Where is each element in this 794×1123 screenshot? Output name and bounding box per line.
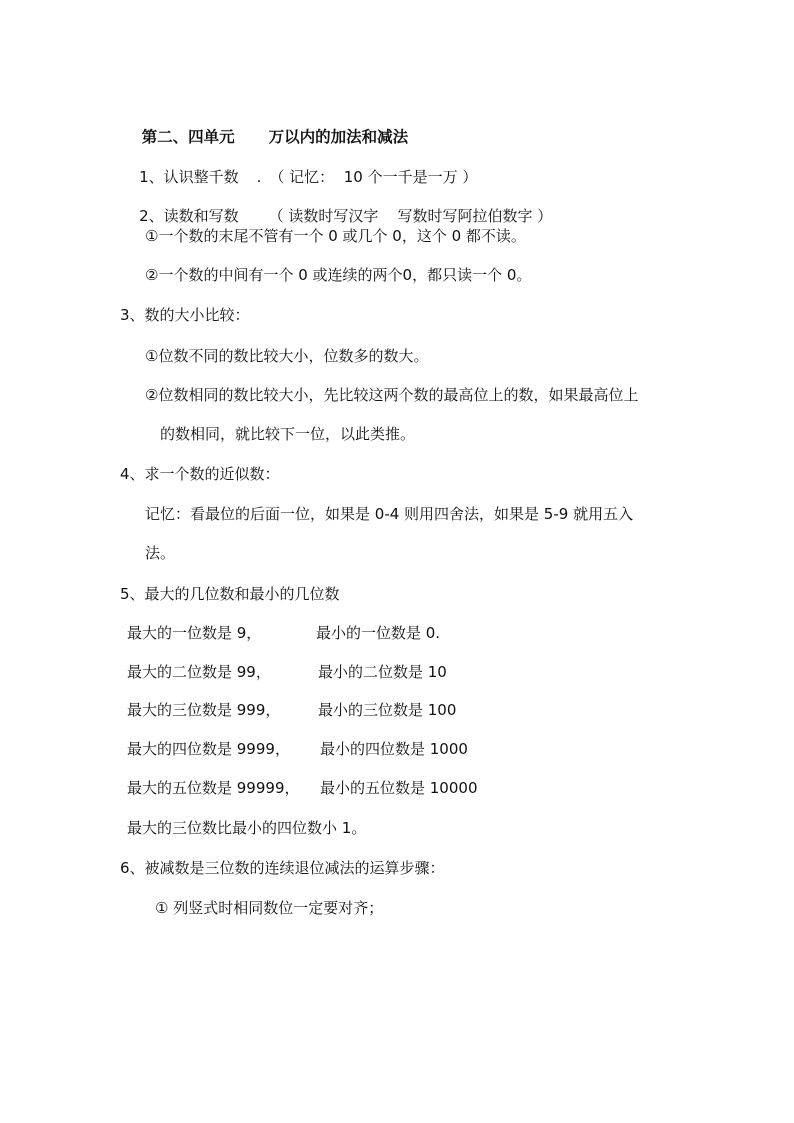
section-5-summary: 最大的三位数比最小的四位数小 1。 [127,819,367,837]
section-2-item: ②一个数的中间有一个 0 或连续的两个0，都只读一个 0。 [145,266,532,284]
max-number-row: 最大的一位数是 9， [127,624,262,642]
unit-title-part1: 第二、四单元 [141,128,235,146]
section-4-item-continued: 法。 [145,544,176,562]
section-6-heading: 6、被减数是三位数的连续退位减法的运算步骤： [120,859,445,877]
min-number-row: 最小的二位数是 10 [318,663,447,681]
section-5-heading: 5、最大的几位数和最小的几位数 [120,585,340,603]
max-number-row: 最大的四位数是 9999， [127,740,290,758]
section-2-note: （ 读数时写汉字 写数时写阿拉伯数字 ） [268,207,553,225]
section-4-heading: 4、求一个数的近似数： [120,465,280,483]
unit-title-part2: 万以内的加法和减法 [268,128,409,146]
section-3-item: ②位数相同的数比较大小，先比较这两个数的最高位上的数，如果最高位上 [145,386,639,404]
section-2-item: ①一个数的末尾不管有一个 0 或几个 0，这个 0 都不读。 [145,227,526,245]
max-number-row: 最大的二位数是 99， [127,663,271,681]
section-1-heading: 1、认识整千数 [139,168,239,186]
section-3-item: ①位数不同的数比较大小，位数多的数大。 [145,347,429,365]
section-3-item-continued: 的数相同，就比较下一位，以此类推。 [160,425,416,443]
min-number-row: 最小的一位数是 0. [316,624,441,642]
section-6-item: ① 列竖式时相同数位一定要对齐； [155,899,384,917]
min-number-row: 最小的四位数是 1000 [320,740,468,758]
section-2-heading: 2、读数和写数 [139,207,239,225]
section-4-item: 记忆：看最位的后面一位，如果是 0-4 则用四舍法，如果是 5-9 就用五入 [145,505,634,523]
section-1-dot: . [256,168,262,186]
max-number-row: 最大的三位数是 999， [127,701,281,719]
min-number-row: 最小的五位数是 10000 [320,779,478,797]
section-3-heading: 3、数的大小比较： [120,306,250,324]
max-number-row: 最大的五位数是 99999， [127,779,300,797]
min-number-row: 最小的三位数是 100 [318,701,457,719]
section-1-note: （ 记忆： 10 个一千是一万 ） [269,168,478,186]
